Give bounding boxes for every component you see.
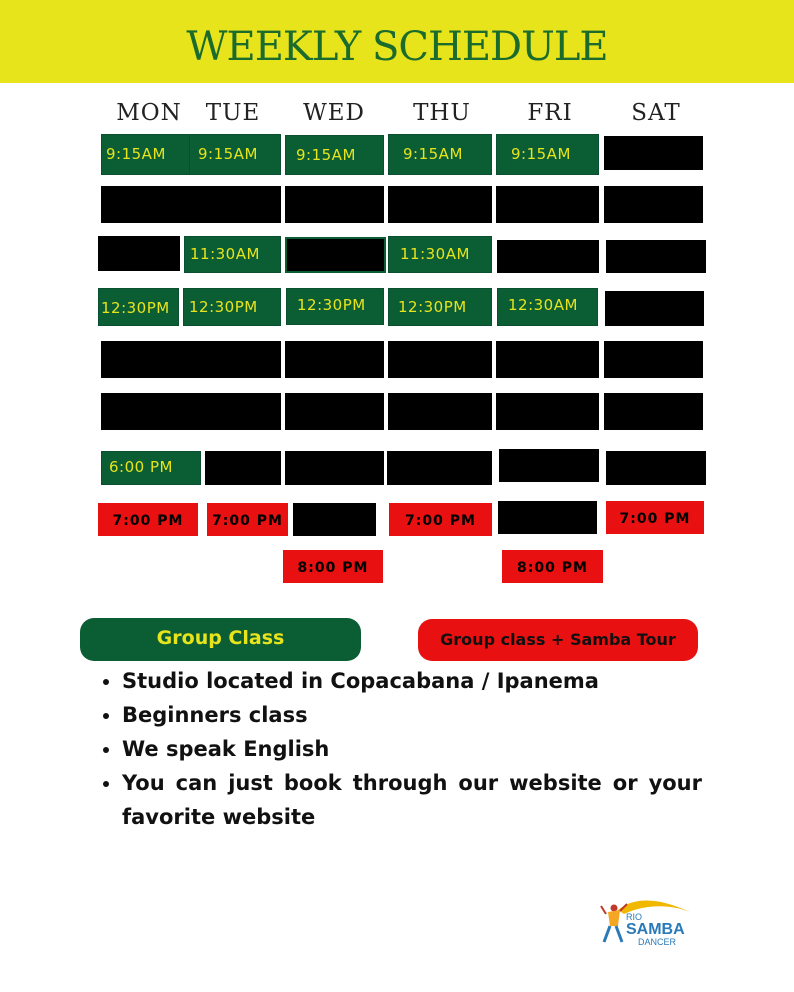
tour-slot-tue-700: 7:00 PM — [207, 503, 288, 536]
redacted-slot — [285, 341, 384, 378]
class-slot-fri-1230: 12:30AM — [497, 288, 598, 326]
redacted-slot — [387, 451, 492, 485]
redacted-slot — [604, 136, 703, 170]
day-header-sat: SAT — [631, 100, 681, 126]
day-header-tue: TUE — [205, 100, 261, 126]
page-title: WEEKLY SCHEDULE — [186, 24, 608, 70]
day-header-thu: THU — [413, 100, 471, 126]
day-header-fri: FRI — [527, 100, 573, 126]
legend-group-class: Group Class — [80, 618, 361, 661]
redacted-slot — [98, 236, 180, 271]
tour-slot-fri-800: 8:00 PM — [502, 550, 603, 583]
redacted-slot — [388, 186, 492, 223]
info-item-level: • Beginners class — [122, 698, 702, 732]
redacted-slot — [388, 393, 492, 430]
tour-slot-wed-800: 8:00 PM — [283, 550, 383, 583]
class-slot-wed-1230: 12:30PM — [286, 288, 384, 325]
legend-group-tour: Group class + Samba Tour — [418, 619, 698, 661]
redacted-slot — [285, 186, 384, 223]
redacted-slot — [604, 341, 703, 378]
info-list — [90, 664, 702, 834]
redacted-slot — [496, 393, 599, 430]
class-slot-tue-915: 9:15AM — [189, 134, 281, 175]
class-slot-wed-915: 9:15AM — [285, 135, 384, 175]
redacted-slot — [604, 186, 703, 223]
day-header-mon: MON — [116, 100, 182, 126]
class-slot-thu-1130: 11:30AM — [388, 236, 492, 273]
redacted-slot — [101, 341, 281, 378]
redacted-slot — [498, 501, 597, 534]
redacted-slot — [604, 393, 703, 430]
class-slot-mon-915: 9:15AM — [101, 134, 191, 175]
class-slot-tue-1230: 12:30PM — [183, 288, 281, 326]
class-slot-fri-915: 9:15AM — [496, 134, 599, 175]
redacted-slot — [496, 341, 599, 378]
redacted-slot — [285, 451, 384, 485]
redacted-slot — [293, 503, 376, 536]
info-item-language: • We speak English — [122, 732, 702, 766]
tour-slot-sat-700: 7:00 PM — [606, 501, 704, 534]
info-item-booking: • You can just book through our website or your favorite website — [122, 766, 702, 834]
class-slot-mon-600: 6:00 PM — [101, 451, 201, 485]
class-slot-mon-1230: 12:30PM — [98, 288, 179, 326]
redacted-slot — [388, 341, 492, 378]
rio-samba-dancer-logo — [600, 898, 694, 954]
day-header-wed: WED — [303, 100, 365, 126]
tour-slot-mon-700: 7:00 PM — [98, 503, 198, 536]
tour-slot-thu-700: 7:00 PM — [389, 503, 492, 536]
redacted-slot — [497, 240, 599, 273]
redacted-slot — [606, 240, 706, 273]
redacted-slot — [496, 186, 599, 223]
class-slot-tue-1130: 11:30AM — [184, 236, 281, 273]
class-slot-thu-915: 9:15AM — [388, 134, 492, 175]
redacted-slot — [101, 186, 281, 223]
info-item-location: • Studio located in Copacabana / Ipanema — [122, 664, 702, 698]
redacted-slot — [499, 449, 599, 482]
redacted-slot — [606, 451, 706, 485]
svg-text:SAMBA: SAMBA — [626, 921, 685, 938]
class-slot-thu-1230: 12:30PM — [388, 288, 492, 326]
redacted-slot — [101, 393, 281, 430]
redacted-slot — [605, 291, 704, 326]
redacted-slot — [285, 237, 386, 273]
svg-text:DANCER: DANCER — [638, 937, 677, 947]
redacted-slot — [205, 451, 281, 485]
redacted-slot — [285, 393, 384, 430]
svg-text:RIO: RIO — [626, 912, 643, 922]
